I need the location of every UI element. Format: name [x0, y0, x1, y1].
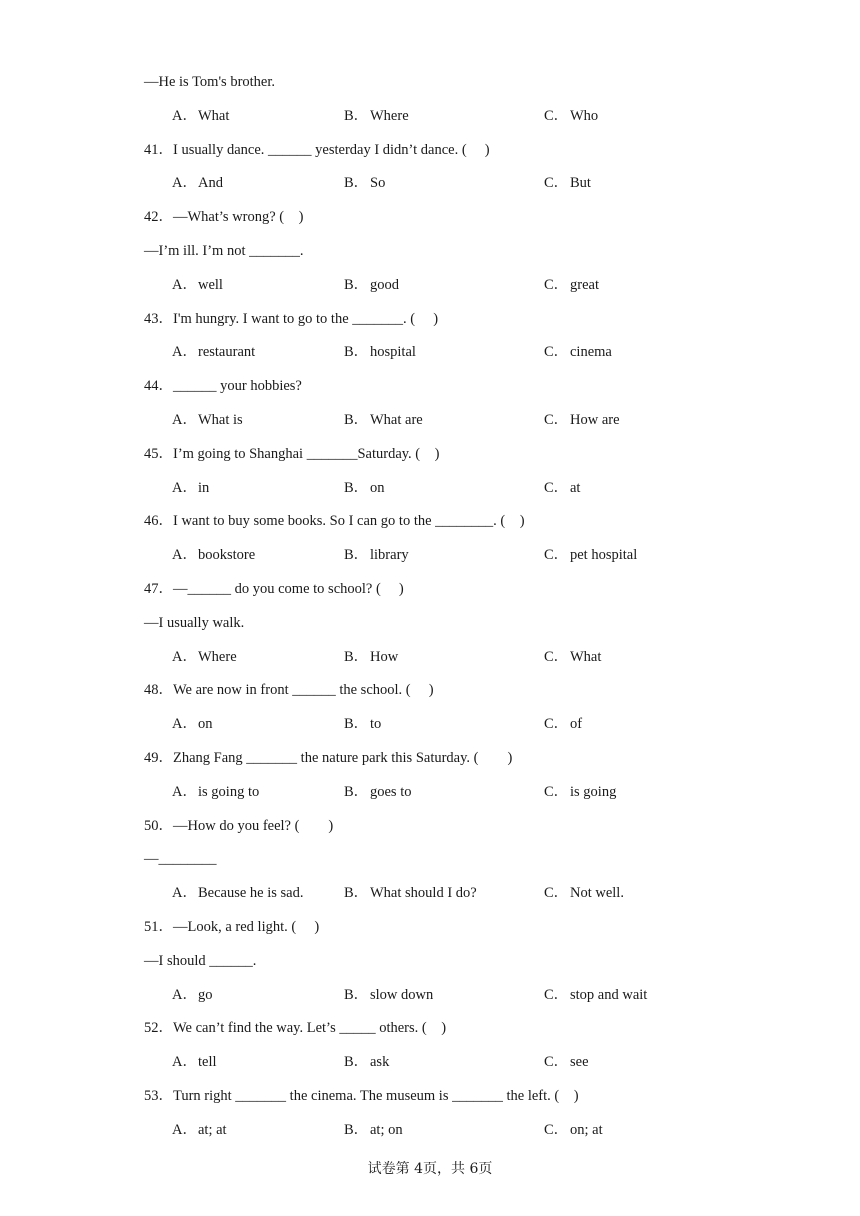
option-letter: B． [344, 344, 369, 361]
option-c [544, 641, 601, 675]
option-letter: A． [172, 783, 197, 800]
option-letter: B． [344, 411, 369, 428]
option-letter: A． [172, 1121, 197, 1138]
option-text: Where [370, 107, 409, 124]
question-text: 45．I’m going to Shanghai _______Saturday. ( ) [144, 445, 440, 462]
option-text: And [198, 175, 223, 192]
option-letter: A． [172, 716, 197, 733]
option-letter: A． [172, 344, 197, 361]
option-a [172, 167, 223, 201]
option-a [172, 1046, 217, 1080]
option-letter: C． [544, 479, 569, 496]
option-text: at; on [370, 1121, 403, 1138]
option-b [344, 979, 433, 1013]
option-a [172, 641, 237, 675]
option-text: cinema [570, 344, 612, 361]
option-letter: C． [544, 344, 569, 361]
option-text: But [570, 175, 591, 192]
question-text: 49．Zhang Fang _______ the nature park this Saturday. ( ) [144, 749, 513, 766]
option-text: goes to [370, 783, 412, 800]
option-c [544, 877, 624, 911]
option-letter: B． [344, 175, 369, 192]
answer-options [144, 472, 784, 506]
option-letter: A． [172, 885, 197, 902]
option-c [544, 167, 591, 201]
option-letter: A． [172, 1054, 197, 1071]
answer-options [144, 404, 784, 438]
answer-options [144, 877, 784, 911]
option-letter: C． [544, 716, 569, 733]
option-text: well [198, 276, 223, 293]
option-letter: B． [344, 648, 369, 665]
option-a [172, 708, 213, 742]
option-c [544, 472, 580, 506]
answer-options [144, 100, 784, 134]
option-b [344, 167, 385, 201]
option-b [344, 877, 477, 911]
page-footer: 试卷第 4页，共 6页 [367, 1161, 493, 1177]
option-letter: C． [544, 986, 569, 1003]
option-c [544, 1114, 603, 1148]
option-text: bookstore [198, 547, 256, 564]
option-letter: C． [544, 175, 569, 192]
option-letter: A． [172, 986, 197, 1003]
question-text: —I usually walk. [144, 614, 245, 631]
option-text: What [198, 107, 230, 124]
option-text: slow down [370, 986, 434, 1003]
answer-options [144, 708, 784, 742]
option-text: good [370, 276, 399, 293]
option-text: is going [570, 783, 617, 800]
option-c [544, 979, 647, 1013]
option-c [544, 539, 637, 573]
option-text: is going to [198, 783, 260, 800]
option-b [344, 472, 385, 506]
option-text: go [198, 986, 213, 1003]
option-text: Because he is sad. [198, 885, 304, 902]
option-text: restaurant [198, 344, 256, 361]
answer-options [144, 167, 784, 201]
option-text: pet hospital [570, 547, 638, 564]
option-letter: A． [172, 411, 197, 428]
option-text: tell [198, 1054, 217, 1071]
option-text: Who [570, 107, 599, 124]
question-text: 50．—How do you feel? ( ) [144, 817, 334, 834]
option-c [544, 1046, 589, 1080]
option-text: Where [198, 648, 237, 665]
option-letter: C． [544, 885, 569, 902]
option-letter: B． [344, 783, 369, 800]
answer-options [144, 269, 784, 303]
option-text: What is [198, 411, 243, 428]
option-text: What are [370, 411, 423, 428]
question-text: 48．We are now in front ______ the school. ( ) [144, 682, 434, 699]
option-letter: C． [544, 276, 569, 293]
option-b [344, 100, 409, 134]
question-text: 44．______ your hobbies? [144, 378, 302, 395]
answer-options [144, 979, 784, 1013]
option-text: see [570, 1054, 589, 1071]
option-text: Not well. [570, 885, 624, 902]
answer-options [144, 641, 784, 675]
answer-options [144, 1114, 784, 1148]
question-text: —I’m ill. I’m not _______. [144, 242, 304, 259]
option-a [172, 404, 243, 438]
option-text: of [570, 716, 583, 733]
option-a [172, 877, 304, 911]
option-text: on [370, 479, 385, 496]
option-a [172, 776, 259, 810]
question-text: 47．—______ do you come to school? ( ) [144, 580, 404, 597]
option-text: on; at [570, 1121, 603, 1138]
option-text: in [198, 479, 210, 496]
option-a [172, 979, 213, 1013]
option-b [344, 641, 398, 675]
option-a [172, 336, 255, 370]
option-letter: B． [344, 986, 369, 1003]
option-letter: A． [172, 175, 197, 192]
answer-options [144, 1046, 784, 1080]
question-text: —I should ______. [144, 952, 257, 969]
option-text: library [370, 547, 409, 564]
question-text: 43．I'm hungry. I want to go to the _______. ( ) [144, 310, 439, 327]
question-text: —He is Tom's brother. [144, 74, 276, 90]
option-text: stop and wait [570, 986, 648, 1003]
option-letter: B． [344, 276, 369, 293]
option-a [172, 472, 209, 506]
option-text: What [570, 648, 602, 665]
option-text: So [370, 175, 386, 192]
answer-options [144, 336, 784, 370]
question-text: 42．—What’s wrong? ( ) [144, 209, 304, 226]
option-b [344, 1114, 403, 1148]
option-letter: B． [344, 1121, 369, 1138]
option-text: ask [370, 1054, 390, 1071]
option-text: What should I do? [370, 885, 477, 902]
option-b [344, 404, 423, 438]
option-letter: B． [344, 547, 369, 564]
question-text: 41．I usually dance. ______ yesterday I didn’t dance. ( ) [144, 141, 490, 158]
option-letter: A． [172, 107, 197, 124]
option-letter: B． [344, 1054, 369, 1071]
option-letter: A． [172, 648, 197, 665]
option-a [172, 100, 229, 134]
option-letter: C． [544, 1121, 569, 1138]
question-text: 53．Turn right _______ the cinema. The museum is _______ the left. ( ) [144, 1087, 579, 1104]
answer-options [144, 539, 784, 573]
question-text: —________ [144, 851, 217, 868]
option-text: at; at [198, 1121, 227, 1138]
option-c [544, 404, 620, 438]
option-text: How [370, 648, 399, 665]
answer-options [144, 776, 784, 810]
option-letter: C． [544, 547, 569, 564]
option-b [344, 336, 416, 370]
option-a [172, 539, 255, 573]
option-letter: B． [344, 107, 369, 124]
option-c [544, 776, 616, 810]
option-b [344, 269, 399, 303]
option-letter: C． [544, 783, 569, 800]
option-a [172, 1114, 227, 1148]
option-letter: B． [344, 885, 369, 902]
option-letter: C． [544, 411, 569, 428]
question-list [144, 66, 784, 1148]
option-letter: A． [172, 547, 197, 564]
option-text: hospital [370, 344, 416, 361]
question-text: 51．—Look, a red light. ( ) [144, 918, 320, 935]
option-b [344, 708, 381, 742]
option-letter: A． [172, 276, 197, 293]
option-c [544, 269, 599, 303]
question-text: 52．We can’t find the way. Let’s _____ others. ( ) [144, 1020, 447, 1037]
option-text: great [570, 276, 599, 293]
option-text: How are [570, 411, 620, 428]
question-text: 46．I want to buy some books. So I can go to the ________. ( ) [144, 513, 525, 530]
option-letter: B． [344, 716, 369, 733]
option-b [344, 776, 411, 810]
option-c [544, 708, 582, 742]
option-letter: A． [172, 479, 197, 496]
option-b [344, 539, 409, 573]
option-c [544, 336, 612, 370]
option-letter: C． [544, 648, 569, 665]
option-c [544, 100, 598, 134]
option-text: at [570, 479, 581, 496]
option-text: to [370, 716, 382, 733]
option-letter: C． [544, 107, 569, 124]
option-b [344, 1046, 389, 1080]
option-a [172, 269, 223, 303]
option-letter: C． [544, 1054, 569, 1071]
option-text: on [198, 716, 213, 733]
option-letter: B． [344, 479, 369, 496]
